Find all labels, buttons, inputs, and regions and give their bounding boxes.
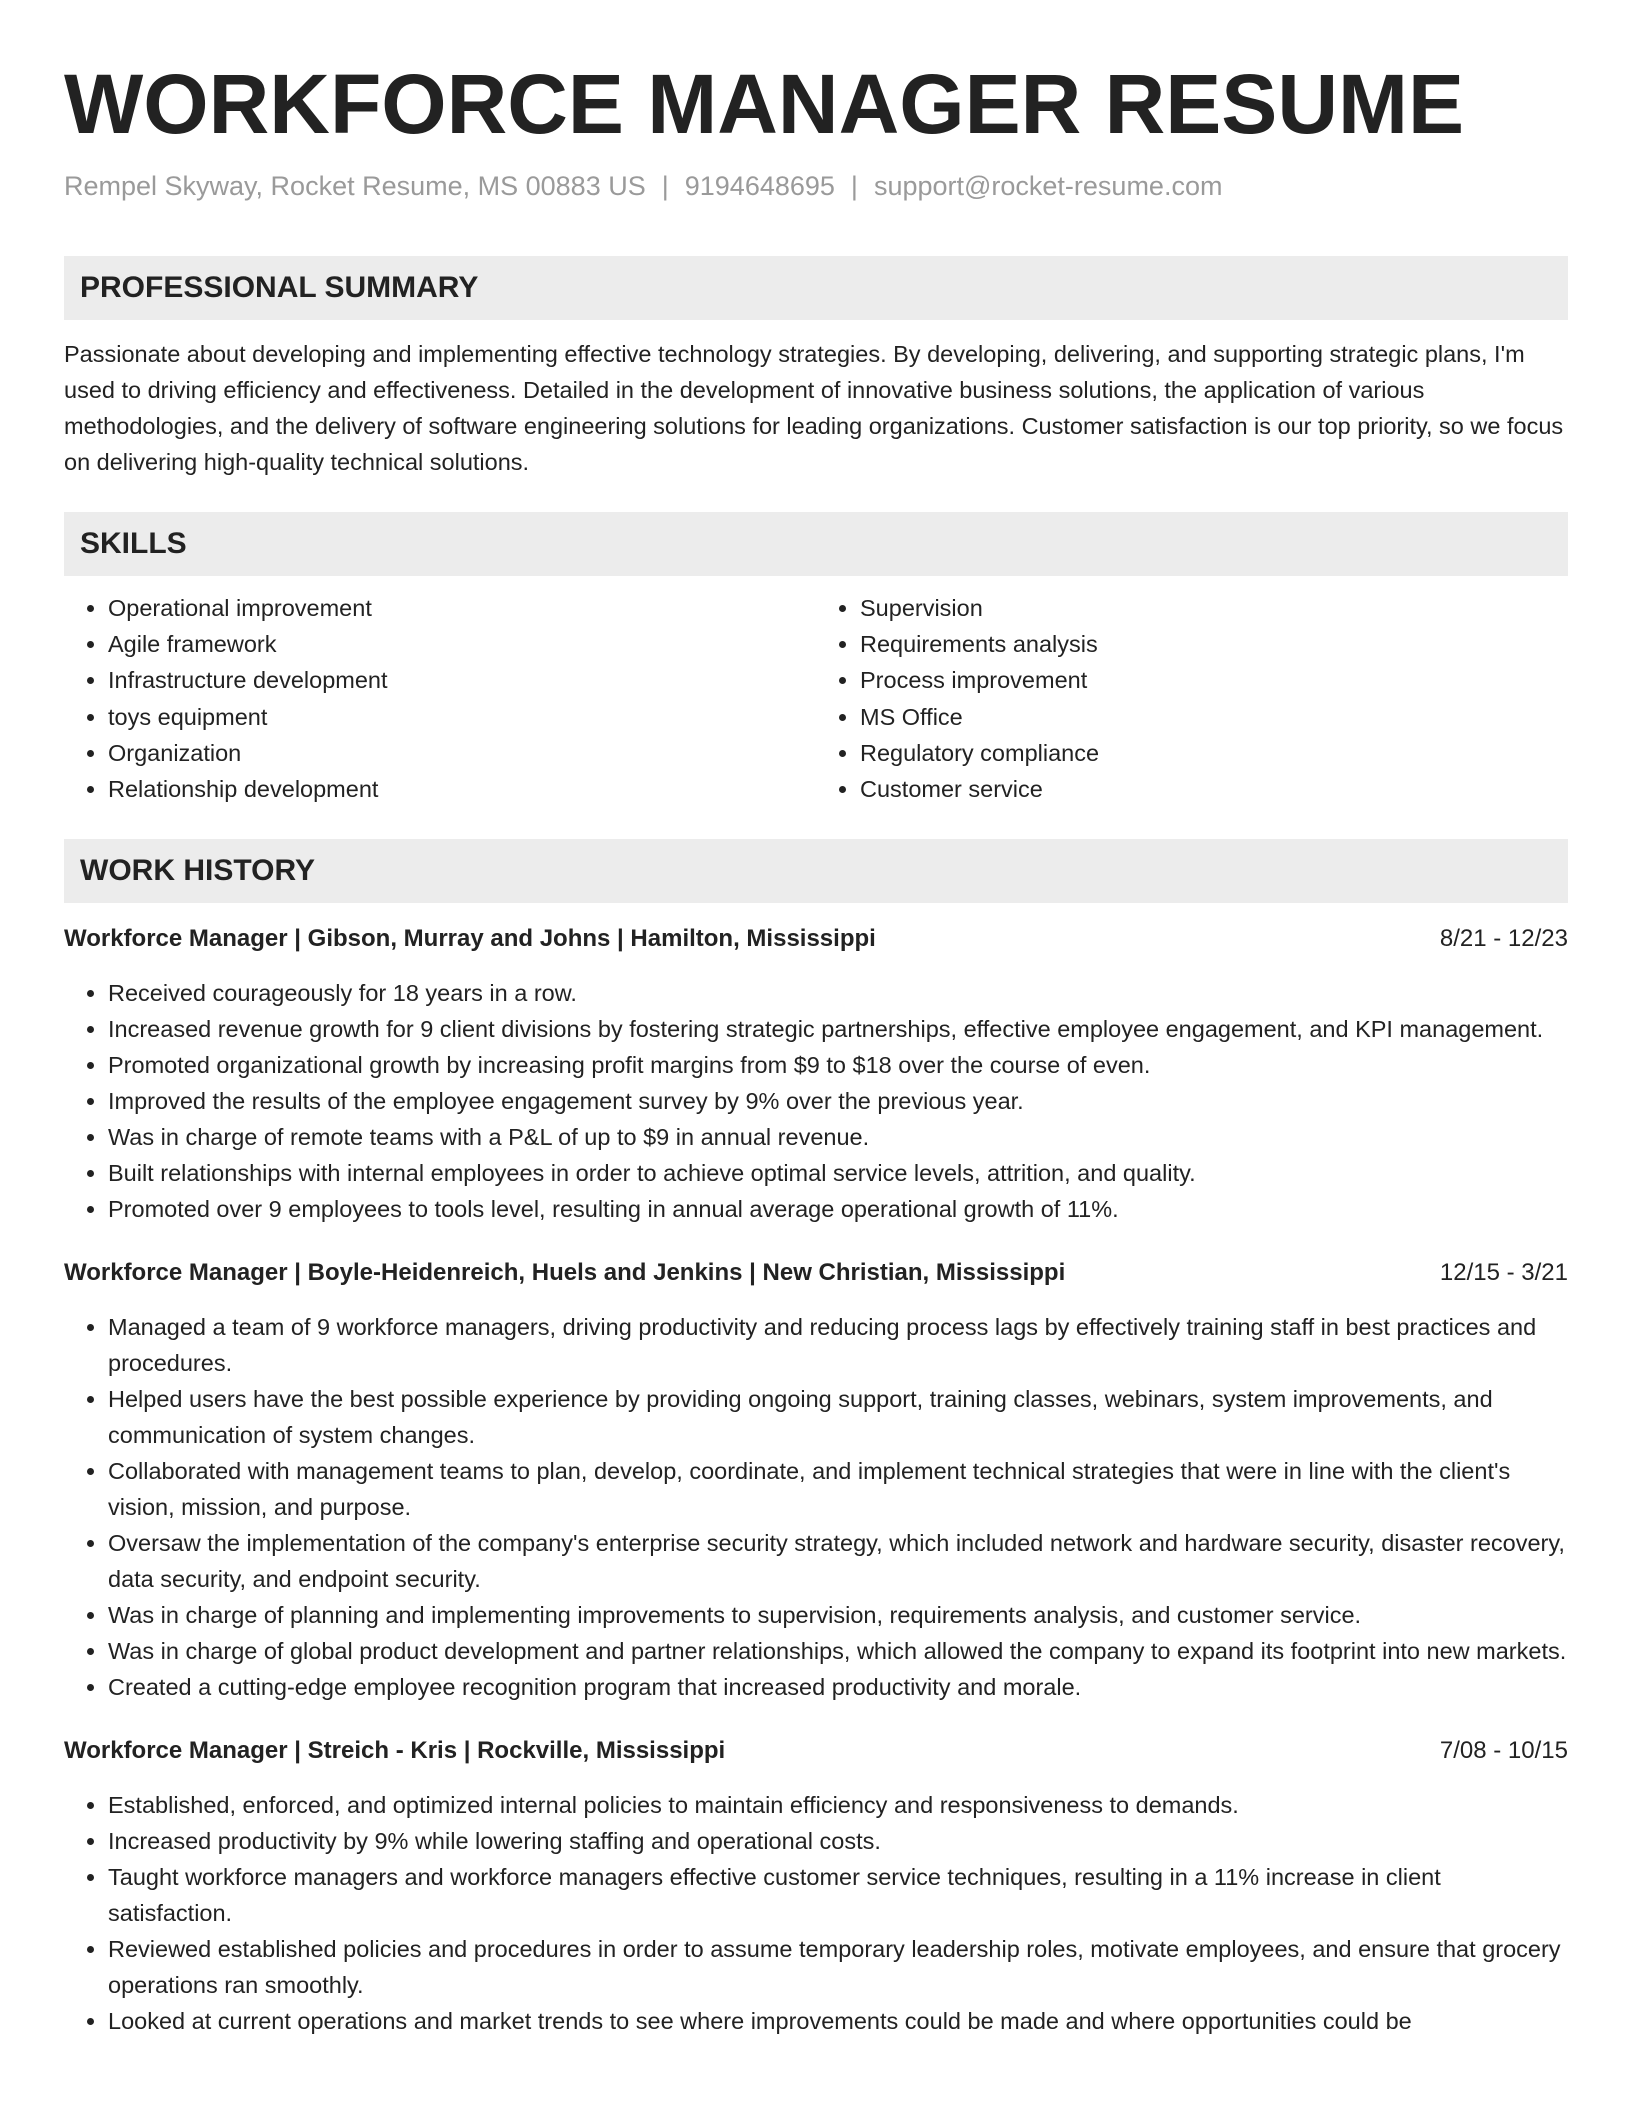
skill-item: • Supervision <box>860 590 1568 626</box>
job-bullet: • Increased revenue growth for 9 client divisions by fostering strategic partnerships, effective employee engagement, and KPI management. <box>108 1011 1568 1047</box>
skills-column-right <box>816 590 1568 807</box>
section-header-skills: SKILLS <box>64 512 1568 576</box>
job-header <box>64 921 1568 957</box>
job-header <box>64 1255 1568 1291</box>
contact-separator: | <box>850 171 858 201</box>
summary-text: Passionate about developing and implementing effective technology strategies. By developing, delivering, and supporting strategic plans, I'm used to driving efficiency and effectiveness. Detailed in the development of innovative business solutions, the application of various methodologies, and the delivery of software engineering solutions for leading organizations. Customer satisfaction is our top priority, so we focus on delivering high-quality technical solutions. <box>64 341 1564 475</box>
skill-item: • Process improvement <box>860 662 1568 698</box>
job-bullet: • Was in charge of global product development and partner relationships, which allowed the company to expand its footprint into new markets. <box>108 1633 1568 1669</box>
job-bullets <box>64 975 1568 1227</box>
job-bullet: • Received courageously for 18 years in a row. <box>108 975 1568 1011</box>
contact-address: Rempel Skyway, Rocket Resume, MS 00883 US <box>64 171 646 201</box>
section-header-work-history: WORK HISTORY <box>64 839 1568 903</box>
skill-item: • Infrastructure development <box>108 662 816 698</box>
job-bullet: • Collaborated with management teams to plan, develop, coordinate, and implement technical strategies that were in line with the client's vision, mission, and purpose. <box>108 1453 1568 1525</box>
job-entry <box>64 1255 1568 1705</box>
job-entry <box>64 1733 1568 2039</box>
job-bullet: • Created a cutting-edge employee recognition program that increased productivity and morale. <box>108 1669 1568 1705</box>
skill-item: • Organization <box>108 735 816 771</box>
resume-title: WORKFORCE MANAGER RESUME <box>64 57 1464 151</box>
job-bullets <box>64 1787 1568 2039</box>
job-bullet: • Taught workforce managers and workforce managers effective customer service techniques, resulting in a 11% increase in client satisfaction. <box>108 1859 1568 1931</box>
job-bullets <box>64 1309 1568 1705</box>
job-heading: Workforce Manager | Gibson, Murray and Johns | Hamilton, Mississippi <box>64 925 876 953</box>
skills-column-left <box>64 590 816 807</box>
job-bullet: • Improved the results of the employee engagement survey by 9% over the previous year. <box>108 1083 1568 1119</box>
skill-item: • Agile framework <box>108 626 816 662</box>
skill-item: • Regulatory compliance <box>860 735 1568 771</box>
job-heading: Workforce Manager | Boyle-Heidenreich, Huels and Jenkins | New Christian, Mississippi <box>64 1259 1066 1287</box>
job-bullet: • Established, enforced, and optimized internal policies to maintain efficiency and responsiveness to demands. <box>108 1787 1568 1823</box>
job-bullet: • Was in charge of remote teams with a P&L of up to $9 in annual revenue. <box>108 1119 1568 1155</box>
skill-item: • Relationship development <box>108 771 816 807</box>
section-header-summary: PROFESSIONAL SUMMARY <box>64 256 1568 320</box>
job-bullet: • Built relationships with internal employees in order to achieve optimal service levels, attrition, and quality. <box>108 1155 1568 1191</box>
job-heading: Workforce Manager | Streich - Kris | Rockville, Mississippi <box>64 1737 726 1765</box>
job-entry <box>64 921 1568 1227</box>
contact-separator: | <box>661 171 669 201</box>
job-bullet: • Reviewed established policies and procedures in order to assume temporary leadership roles, motivate employees, and ensure that grocery operations ran smoothly. <box>108 1931 1568 2003</box>
job-bullet: • Promoted over 9 employees to tools level, resulting in annual average operational growth of 11%. <box>108 1191 1568 1227</box>
skill-item: • Requirements analysis <box>860 626 1568 662</box>
job-bullet: • Oversaw the implementation of the company's enterprise security strategy, which included network and hardware security, disaster recovery, data security, and endpoint security. <box>108 1525 1568 1597</box>
skill-item: • Customer service <box>860 771 1568 807</box>
job-dates: 7/08 - 10/15 <box>1439 1737 1568 1765</box>
contact-email[interactable]: support@rocket-resume.com <box>873 171 1223 201</box>
resume-page <box>64 0 1568 2039</box>
skill-item: • toys equipment <box>108 699 816 735</box>
job-bullet: • Increased productivity by 9% while lowering staffing and operational costs. <box>108 1823 1568 1859</box>
contact-phone: 9194648695 <box>684 171 835 201</box>
job-bullet: • Looked at current operations and market trends to see where improvements could be made and where opportunities could be <box>108 2003 1568 2039</box>
job-bullet: • Helped users have the best possible experience by providing ongoing support, training classes, webinars, system improvements, and communication of system changes. <box>108 1381 1568 1453</box>
job-dates: 8/21 - 12/23 <box>1439 925 1568 953</box>
job-bullet: • Was in charge of planning and implementing improvements to supervision, requirements analysis, and customer service. <box>108 1597 1568 1633</box>
job-dates: 12/15 - 3/21 <box>1439 1259 1568 1287</box>
skill-item: • MS Office <box>860 699 1568 735</box>
skill-item: • Operational improvement <box>108 590 816 626</box>
job-bullet: • Managed a team of 9 workforce managers, driving productivity and reducing process lags by effectively training staff in best practices and procedures. <box>108 1309 1568 1381</box>
job-bullet: • Promoted organizational growth by increasing profit margins from $9 to $18 over the course of even. <box>108 1047 1568 1083</box>
job-header <box>64 1733 1568 1769</box>
contact-line <box>64 168 1568 204</box>
skills-list <box>64 590 1568 807</box>
